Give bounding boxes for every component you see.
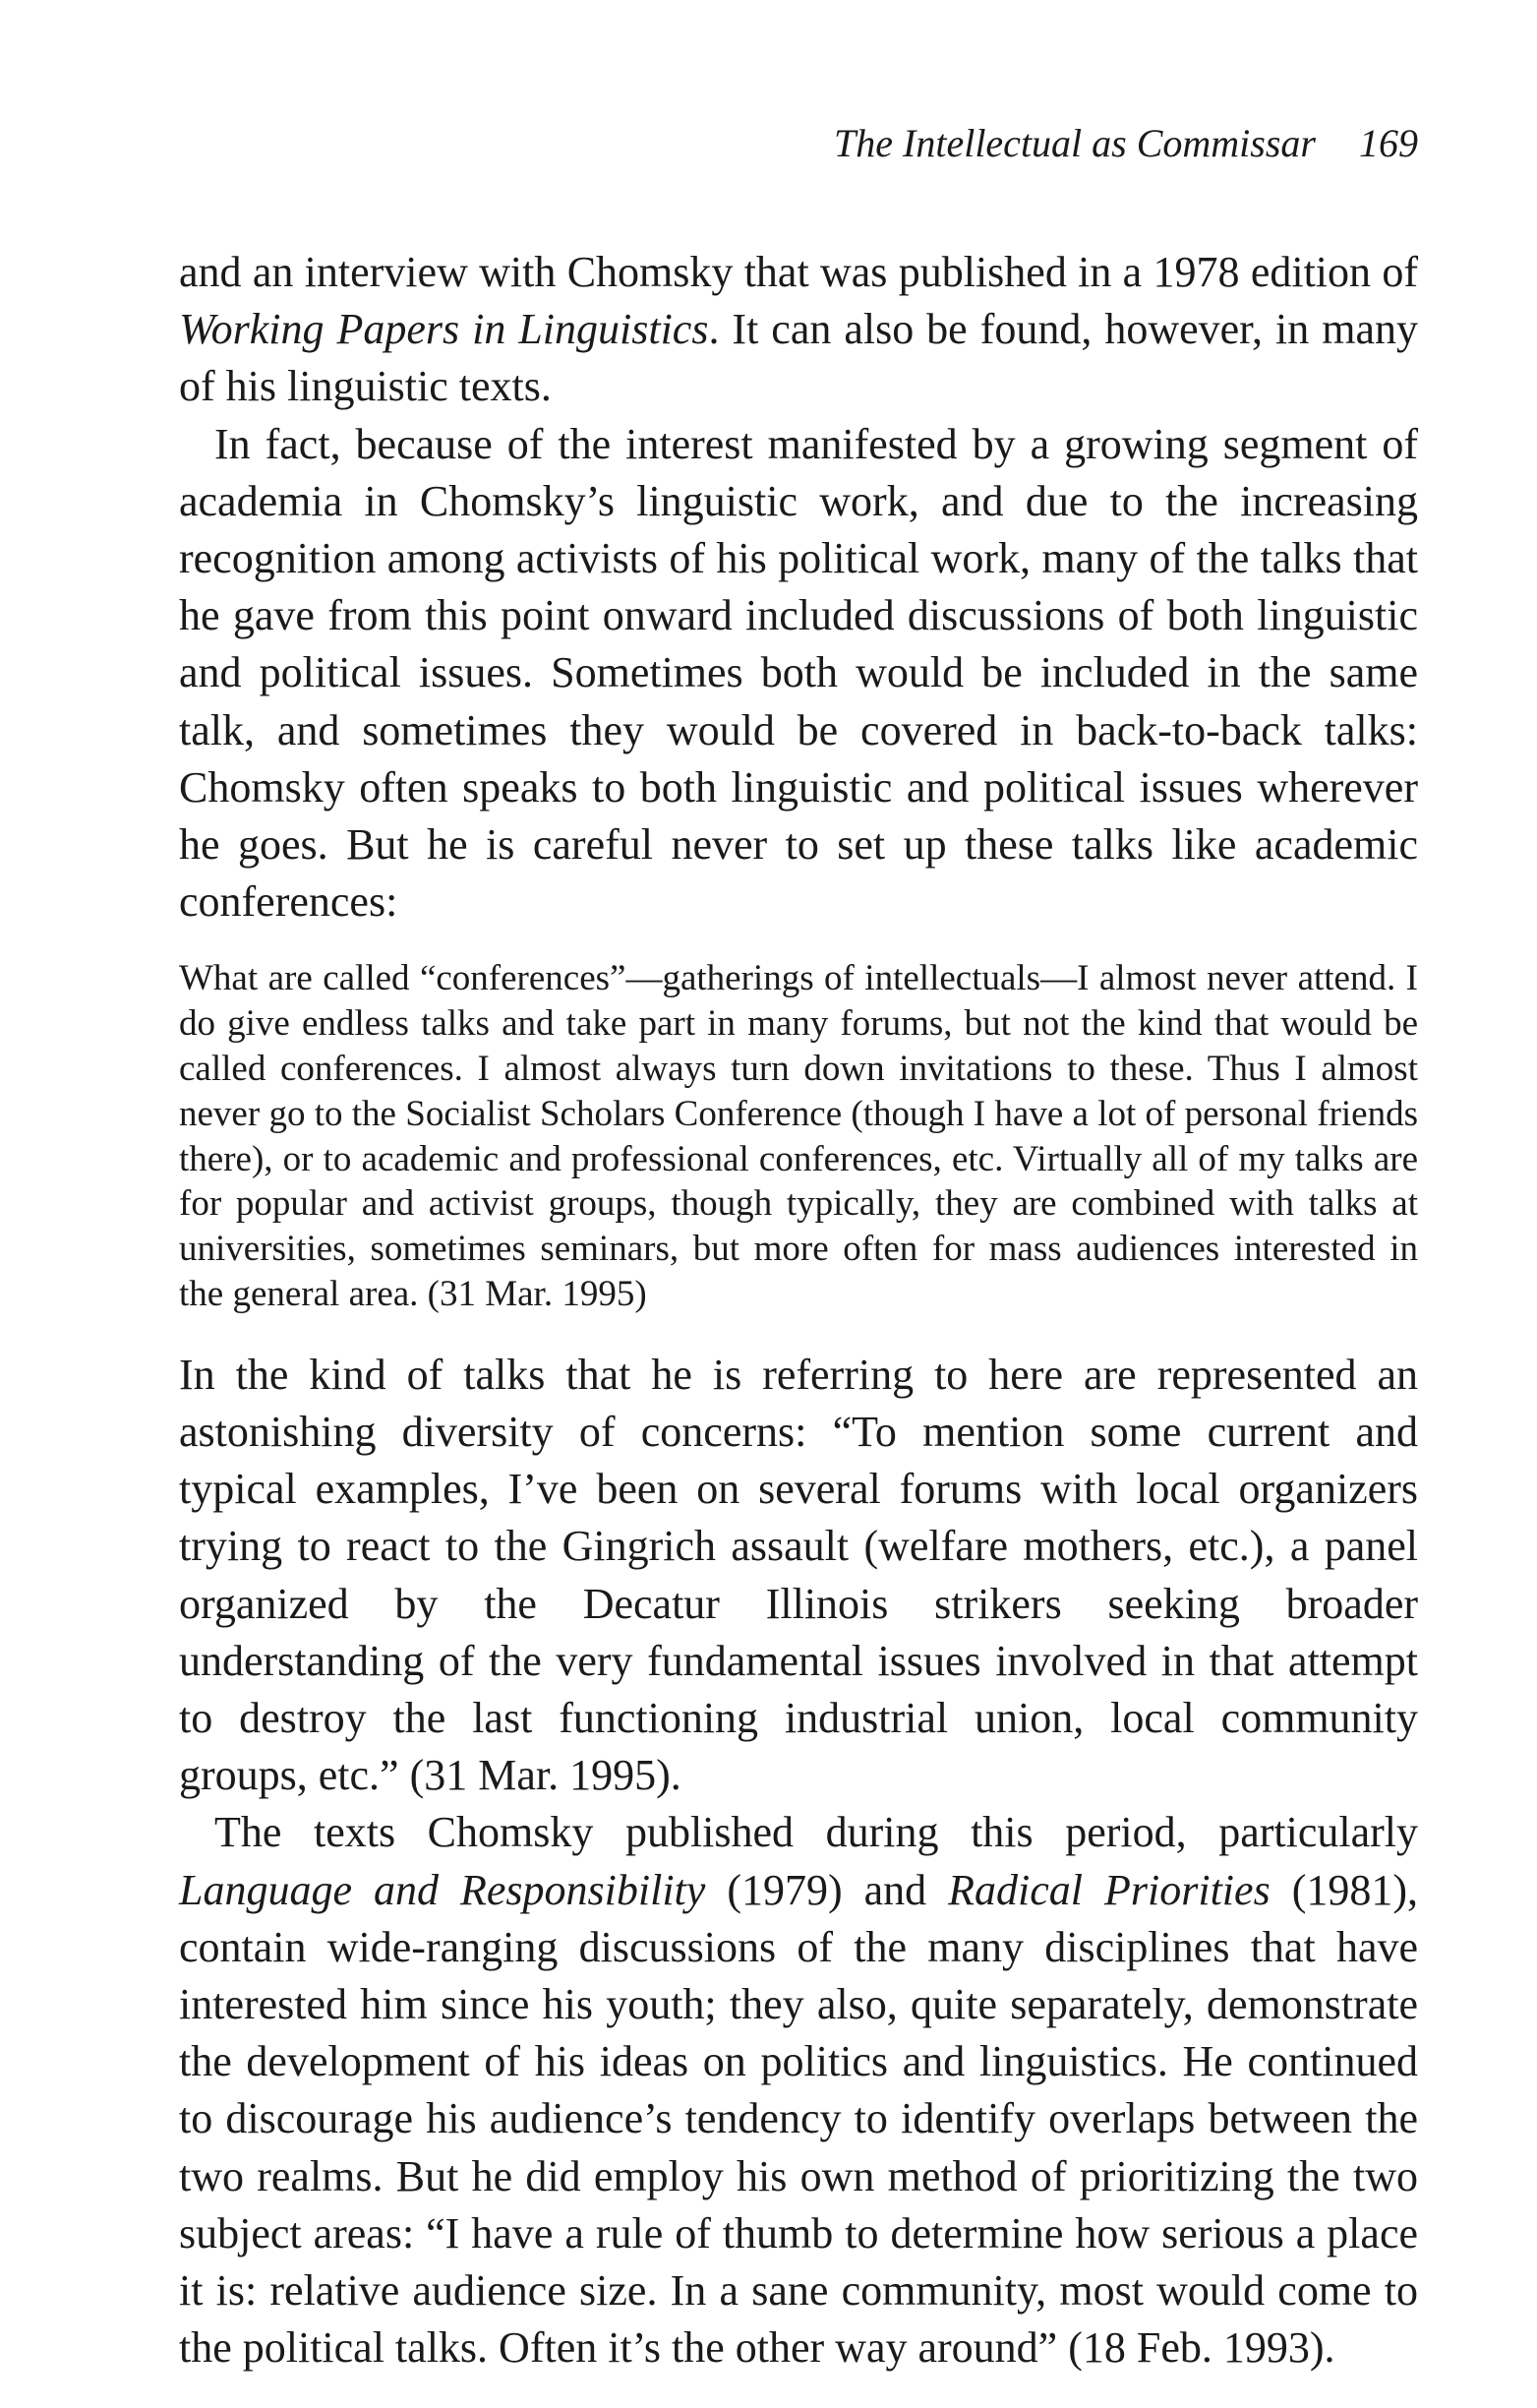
paragraph-4-text-b: (1979) and <box>705 1865 949 1914</box>
paragraph-2: In fact, because of the interest manifested by a growing segment of academia in Chomsky’s linguistic work, and due to the increasing recognition among activists of his political work, many of the talks that he gave from this point onward included discussions of both linguistic and political issues. Sometimes both would be included in the same talk, and sometimes they would be covered in back-to-back talks: Chomsky often speaks to both linguistic and political issues wherever he goes. But he is careful never to set up these talks like academic conferences: <box>179 419 1418 927</box>
paragraph-4-text-c: (1981), contain wide-ranging discussions of the many disciplines that have interested him since his youth; they also, quite separately, demonstrate the development of his ideas on politics and linguistics. He continued to discourage his audience’s tendency to identify overlaps between the two realms. But he did employ his own method of prioritizing the two subject areas: “I have a rule of thumb to determine how serious a place it is: relative audience size. In a sane community, most would come to the political talks. Often it’s the other way around” (18 Feb. 1993). <box>179 1865 1418 2373</box>
paragraph-1-text-b: . It can also be found, however, in many of his linguistic texts. <box>179 305 1418 411</box>
page-number: 169 <box>1359 121 1418 165</box>
running-head-title: The Intellectual as Commissar <box>834 121 1316 165</box>
paragraph-1-text-a: and an interview with Chomsky that was published in a 1978 edition of <box>179 248 1418 296</box>
paragraph-1-italic-title: Working Papers in Linguistics <box>179 305 709 354</box>
paragraph-4-italic-title-1: Language and Responsibility <box>179 1865 706 1914</box>
paragraph-4-text-a: The texts Chomsky published during this period, particularly <box>214 1808 1418 1857</box>
paragraph-3: In the kind of talks that he is referring to here are represented an astonishing diversity of concerns: “To mention some current and typical examples, I’ve been on several forums with local organizers trying to react to the Gingrich assault (welfare mothers, etc.), a panel organized by the Decatur Illinois strikers seeking broader understanding of the very fundamental issues involved in that attempt to destroy the last functioning industrial union, local community groups, etc.” (31 Mar. 1995). <box>179 1350 1418 1800</box>
paragraph-4-italic-title-2: Radical Priorities <box>948 1865 1271 1914</box>
paragraph-4 <box>179 1804 1418 2377</box>
block-quote: What are called “conferences”—gatherings of intellectuals—I almost never attend. I do give endless talks and take part in many forums, but not the kind that would be called conferences. I almost always turn down invitations to these. Thus I almost never go to the Socialist Scholars Conference (though I have a lot of personal friends there), or to academic and professional conferences, etc. Virtually all of my talks are for popular and activist groups, though typically, they are combined with talks at universities, sometimes seminars, but more often for mass audiences interested in the general area. (31 Mar. 1995) <box>179 958 1418 1315</box>
running-head <box>187 120 1418 167</box>
body-text <box>179 244 1418 2377</box>
paragraph-1 <box>179 244 1418 416</box>
